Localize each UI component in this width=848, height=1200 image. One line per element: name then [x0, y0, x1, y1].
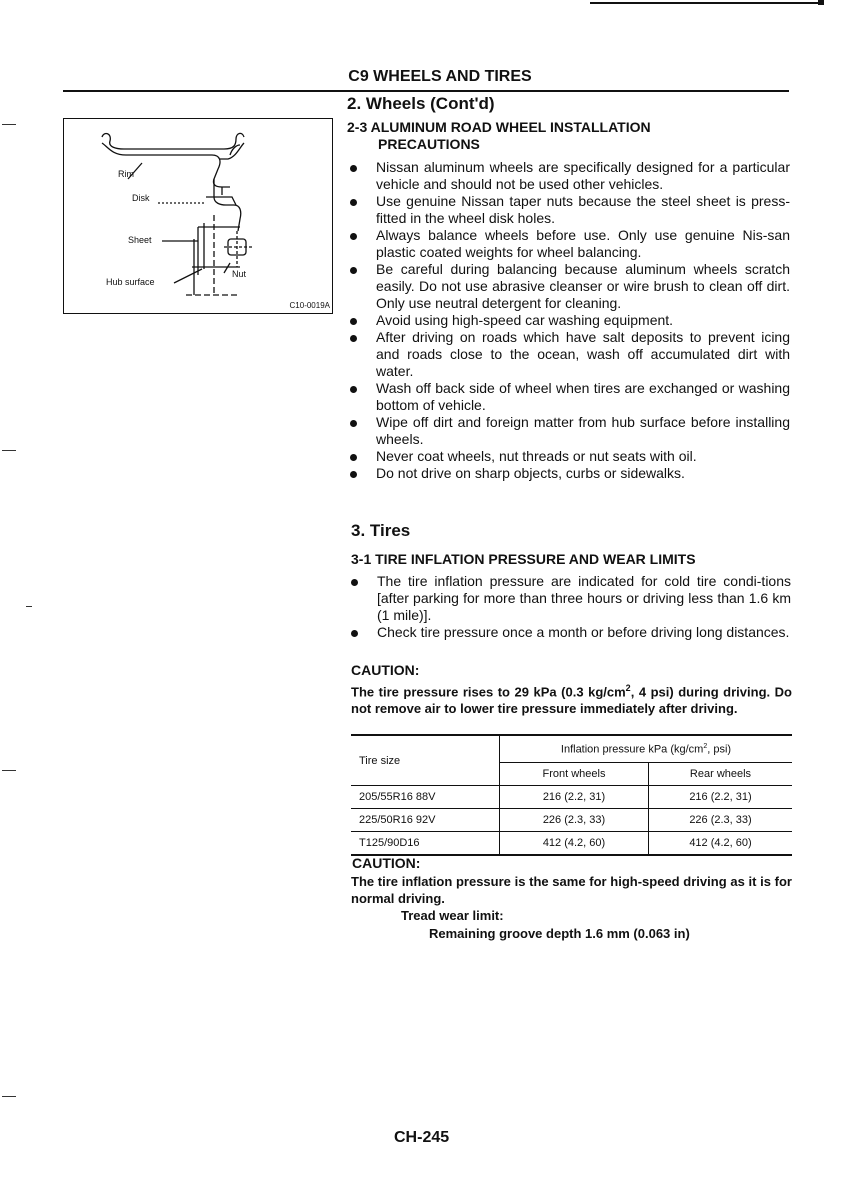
hub-surface-label: Hub surface — [106, 277, 155, 287]
superscript: 2 — [703, 742, 708, 750]
margin-tick — [26, 606, 32, 607]
caution-text-part: , 4 psi) during driving. Do not remove air to lower tire pressure immediately after driving. — [351, 684, 792, 717]
table-row — [351, 786, 792, 809]
nut-label: Nut — [232, 269, 247, 279]
table-header-inflation — [500, 735, 793, 763]
list-item: Never coat wheels, nut threads or nut seats with oil. — [347, 448, 790, 465]
sheet-label: Sheet — [128, 235, 152, 245]
table-cell: T125/90D16 — [351, 832, 500, 856]
table-header-part: , psi) — [707, 743, 732, 756]
list-item: After driving on roads which have salt deposits to prevent icing and roads close to the ocean, wash off accumulated dirt with water. — [347, 329, 790, 380]
margin-tick — [2, 770, 16, 771]
wheels-sub-heading-line2: PRECAUTIONS — [378, 136, 480, 152]
table-header-part: Inflation pressure kPa (kg/cm — [560, 743, 704, 756]
table-cell: 225/50R16 92V — [351, 809, 500, 832]
caution-text-part: The tire pressure rises to 29 kPa (0.3 kg/cm — [351, 684, 626, 700]
wheels-heading: 2. Wheels (Cont'd) — [347, 94, 495, 113]
table-header-front: Front wheels — [500, 763, 649, 786]
table-row — [351, 832, 792, 856]
table-cell: 412 (4.2, 60) — [500, 832, 649, 856]
table-header-rear: Rear wheels — [649, 763, 793, 786]
table-cell: 226 (2.3, 33) — [649, 809, 793, 832]
tires-sub-heading: 3-1 TIRE INFLATION PRESSURE AND WEAR LIMITS — [351, 551, 696, 567]
inflation-pressure-table — [351, 734, 792, 856]
list-item: Nissan aluminum wheels are specifically designed for a particular vehicle and should not be used other vehicles. — [347, 159, 790, 193]
wheels-precautions-list — [347, 159, 790, 482]
page-number: CH-245 — [394, 1129, 450, 1146]
list-item: Be careful during balancing because aluminum wheels scratch easily. Do not use abrasive cleanser or wire brush to clean off dirt. Only use neutral detergent for cleaning. — [347, 261, 790, 312]
list-item: Wash off back side of wheel when tires are exchanged or washing bottom of vehicle. — [347, 380, 790, 414]
list-item: Wipe off dirt and foreign matter from hub surface before installing wheels. — [347, 414, 790, 448]
table-cell: 412 (4.2, 60) — [649, 832, 793, 856]
table-cell: 226 (2.3, 33) — [500, 809, 649, 832]
superscript: 2 — [625, 683, 631, 693]
table-cell: 216 (2.2, 31) — [500, 786, 649, 809]
disk-label: Disk — [132, 193, 150, 203]
caution-heading: CAUTION: — [352, 855, 421, 871]
table-cell: 216 (2.2, 31) — [649, 786, 793, 809]
margin-tick — [2, 1096, 16, 1097]
list-item: Avoid using high-speed car washing equipment. — [347, 312, 790, 329]
scan-edge-mark — [818, 0, 824, 5]
figure-code: C10-0019A — [289, 301, 330, 310]
wheels-sub-heading-line1: 2-3 ALUMINUM ROAD WHEEL INSTALLATION — [347, 119, 651, 135]
table-row — [351, 809, 792, 832]
wheels-sub-heading — [347, 119, 791, 153]
margin-tick — [2, 124, 16, 125]
rim-label: Rim — [118, 169, 134, 179]
section-rule — [63, 90, 789, 92]
caution-heading: CAUTION: — [351, 662, 420, 678]
list-item: Do not drive on sharp objects, curbs or sidewalks. — [347, 465, 790, 482]
table-cell: 205/55R16 88V — [351, 786, 500, 809]
wheel-cross-section-figure — [63, 118, 333, 314]
tires-list — [348, 573, 791, 641]
list-item: Check tire pressure once a month or before driving long distances. — [348, 624, 791, 641]
tires-heading: 3. Tires — [351, 521, 411, 540]
tread-wear-value: Remaining groove depth 1.6 mm (0.063 in) — [429, 926, 690, 941]
scan-edge-rule — [590, 2, 818, 4]
list-item: The tire inflation pressure are indicated for cold tire condi-tions [after parking for more than three hours or driving less than 1.6 km (1 mile)]. — [348, 573, 791, 624]
table-header-tire-size: Tire size — [351, 735, 500, 786]
tread-wear-label: Tread wear limit: — [401, 908, 504, 923]
caution-text — [351, 680, 792, 717]
list-item: Use genuine Nissan taper nuts because the steel sheet is press-fitted in the wheel disk holes. — [347, 193, 790, 227]
list-item: Always balance wheels before use. Only use genuine Nis-san plastic coated weights for wheel balancing. — [347, 227, 790, 261]
wheel-diagram — [64, 119, 332, 313]
section-title: C9 WHEELS AND TIRES — [348, 68, 532, 85]
caution-text: The tire inflation pressure is the same for high-speed driving as it is for normal driving. — [351, 874, 792, 906]
margin-tick — [2, 450, 16, 451]
